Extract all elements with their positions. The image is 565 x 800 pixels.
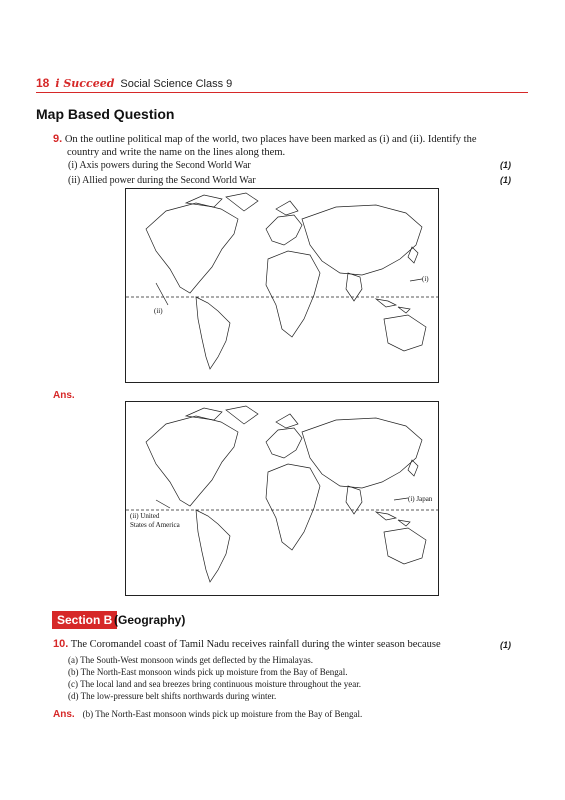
section-b-subtitle: (Geography) xyxy=(114,613,186,627)
header-rule xyxy=(36,92,528,93)
option-b: (b) The North-East monsoon winds pick up moisture from the Bay of Bengal. xyxy=(68,667,348,677)
section-title: Map Based Question xyxy=(36,106,175,122)
question-number: 9. xyxy=(53,133,63,145)
map2-label-usa-line2: States of America xyxy=(130,521,180,529)
world-map-answer xyxy=(125,401,439,596)
question-9-line1: 9. On the outline political map of the world, two places have been marked as (i) and (ii). Identify the xyxy=(53,133,477,145)
sub-question-ii: (ii) Allied power during the Second World War xyxy=(68,175,256,186)
world-outline-map-answer xyxy=(126,402,438,595)
world-map-question xyxy=(125,188,439,383)
page-number: 18 xyxy=(36,76,50,90)
question-9 xyxy=(53,133,513,159)
answer-q10 xyxy=(53,704,362,722)
sub-question-i: (i) Axis powers during the Second World War xyxy=(68,160,251,171)
question-10: 10. The Coromandel coast of Tamil Nadu receives rainfall during the winter season because xyxy=(53,638,441,650)
map1-label-ii: (ii) xyxy=(154,307,163,315)
brand-logo: i Succeed xyxy=(55,77,115,90)
answer-label: Ans. xyxy=(53,390,75,401)
section-b-badge: Section B xyxy=(52,611,117,629)
option-d: (d) The low-pressure belt shifts northwards during winter. xyxy=(68,691,277,701)
marks-ii: (1) xyxy=(500,175,511,185)
question-number: 10. xyxy=(53,638,69,650)
answer-text: (b) The North-East monsoon winds pick up moisture from the Bay of Bengal. xyxy=(82,709,363,719)
map2-label-usa-line1: (ii) United xyxy=(130,512,160,520)
option-c: (c) The local land and sea breezes bring continuous moisture throughout the year. xyxy=(68,679,361,689)
marks-q10: (1) xyxy=(500,640,511,650)
question-9-line2: country and write the name on the lines along them. xyxy=(67,147,286,158)
map2-label-japan: (i) Japan xyxy=(408,495,433,503)
world-outline-map xyxy=(126,189,438,382)
map1-label-i: (i) xyxy=(422,275,429,283)
book-title: Social Science Class 9 xyxy=(120,78,233,90)
page-header xyxy=(36,76,232,90)
option-a: (a) The South-West monsoon winds get deflected by the Himalayas. xyxy=(68,655,314,665)
marks-i: (1) xyxy=(500,160,511,170)
answer-label-q10: Ans. xyxy=(53,709,75,720)
